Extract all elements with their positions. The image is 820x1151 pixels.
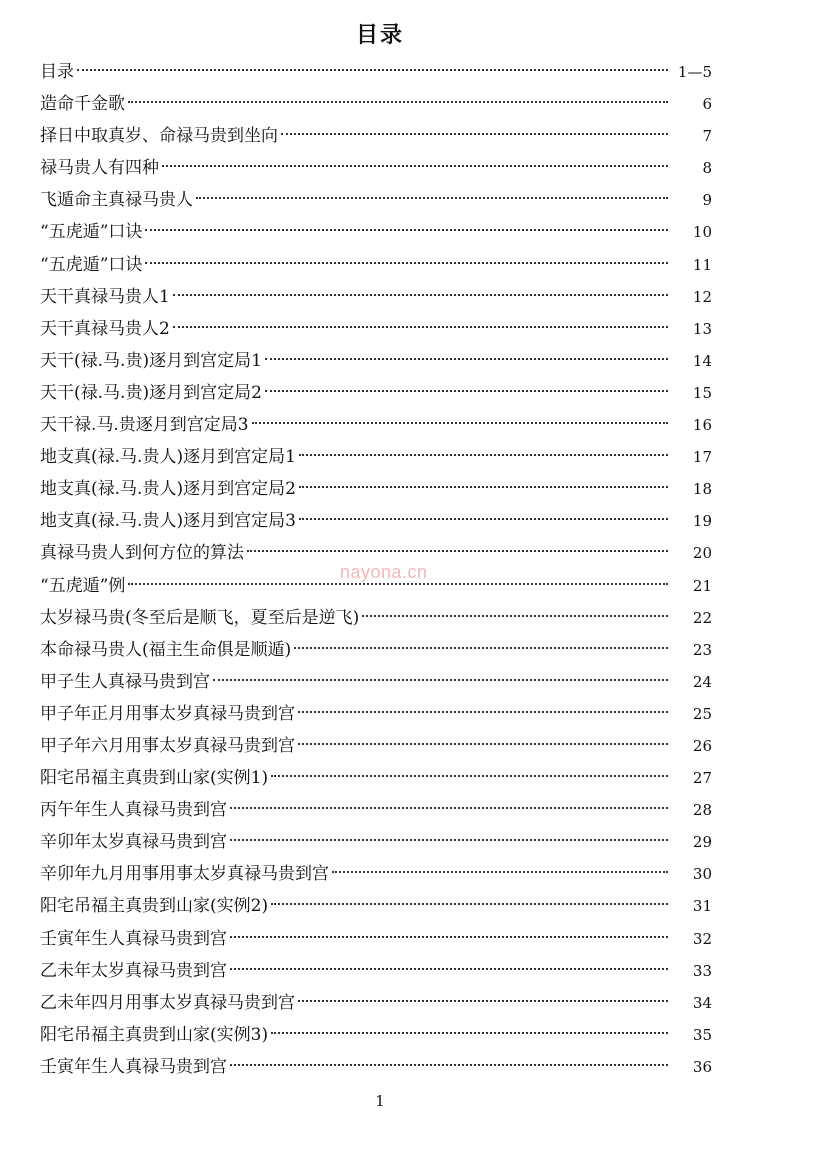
dot-leader	[162, 165, 668, 167]
dot-leader	[298, 1000, 668, 1002]
dot-leader	[247, 550, 668, 552]
toc-entry	[40, 1019, 712, 1051]
toc-entry	[40, 409, 712, 441]
toc-entry-page: 23	[692, 640, 712, 659]
toc-entry-page: 36	[692, 1057, 712, 1076]
toc-entry	[40, 666, 712, 698]
dot-leader	[77, 69, 668, 71]
toc-entry-page: 16	[692, 416, 712, 435]
toc-entry-title: 飞遁命主真禄马贵人	[40, 190, 193, 211]
toc-entry-title: 天干(禄.马.贵)逐月到宫定局1	[40, 350, 262, 371]
toc-entry-title: 阳宅吊福主真贵到山家(实例3)	[40, 1024, 269, 1045]
toc-entry-title: “五虎遁”例	[40, 575, 126, 596]
toc-entry-page: 24	[692, 672, 712, 691]
toc-entry	[40, 377, 712, 409]
toc-entry-title: 择日中取真岁、命禄马贵到坐向	[40, 126, 278, 147]
dot-leader	[230, 936, 668, 938]
dot-leader	[213, 679, 668, 681]
page-title: 目录	[355, 22, 404, 48]
toc-entry	[40, 281, 712, 313]
toc-entry	[40, 152, 712, 184]
toc-entry	[40, 345, 712, 377]
toc-entry-title: 真禄马贵人到何方位的算法	[40, 543, 244, 564]
toc-entry-title: 丙午年生人真禄马贵到宫	[40, 800, 227, 821]
dot-leader	[145, 229, 668, 231]
toc-entry-title: 阳宅吊福主真贵到山家(实例2)	[40, 896, 269, 917]
toc-entry-page: 14	[692, 351, 712, 370]
watermark-text: nayona.cn	[340, 562, 428, 582]
dot-leader	[299, 486, 668, 488]
toc-entry-page: 21	[692, 576, 712, 595]
dot-leader	[173, 326, 668, 328]
toc-entry-page: 1—5	[677, 63, 712, 81]
toc-entry-title: 禄马贵人有四种	[40, 158, 159, 179]
dot-leader	[281, 133, 668, 135]
dot-leader	[299, 454, 668, 456]
toc-entry-page: 6	[702, 95, 712, 114]
toc-entry	[40, 826, 712, 858]
toc-entry-title: 本命禄马贵人(福主生命俱是顺遁)	[40, 639, 292, 660]
toc-entry-title: 辛卯年九月用事用事太岁真禄马贵到宫	[40, 864, 329, 885]
toc-entry-page: 7	[702, 127, 712, 146]
toc-entry-page: 9	[702, 191, 712, 210]
toc-entry-page: 28	[692, 801, 712, 820]
dot-leader	[145, 262, 668, 264]
toc-entry-page: 30	[692, 865, 712, 884]
page-number: 1	[375, 1092, 385, 1110]
toc-entry-page: 34	[692, 993, 712, 1012]
toc-entry	[40, 955, 712, 987]
toc-entry	[40, 762, 712, 794]
toc-entry-title: 天干真禄马贵人1	[40, 286, 170, 307]
toc-entry-page: 32	[692, 929, 712, 948]
dot-leader	[230, 1064, 668, 1066]
dot-leader	[362, 615, 668, 617]
toc-entry	[40, 216, 712, 248]
toc-entry	[40, 313, 712, 345]
toc-entry	[40, 858, 712, 890]
dot-leader	[271, 775, 668, 777]
toc-entry-title: 地支真(禄.马.贵人)逐月到宫定局1	[40, 447, 296, 468]
toc-entry-page: 26	[692, 736, 712, 755]
toc-entry-title: 乙未年四月用事太岁真禄马贵到宫	[40, 992, 295, 1013]
toc-entry	[40, 890, 712, 922]
toc-entry-title: 壬寅年生人真禄马贵到宫	[40, 1056, 227, 1077]
dot-leader	[298, 711, 668, 713]
toc-entry-page: 10	[692, 223, 712, 242]
toc-entry-page: 33	[692, 961, 712, 980]
dot-leader	[298, 743, 668, 745]
dot-leader	[252, 422, 668, 424]
toc-entry-page: 18	[692, 480, 712, 499]
dot-leader	[271, 1032, 668, 1034]
dot-leader	[265, 358, 668, 360]
toc-entry-page: 15	[692, 383, 712, 402]
toc-entry-page: 22	[692, 608, 712, 627]
toc-entry-title: 造命千金歌	[40, 94, 125, 115]
toc-entry-title: 辛卯年太岁真禄马贵到宫	[40, 832, 227, 853]
toc-entry	[40, 634, 712, 666]
toc-entry-page: 29	[692, 833, 712, 852]
toc-entry	[40, 794, 712, 826]
toc-entry-page: 20	[692, 544, 712, 563]
toc-entry	[40, 505, 712, 537]
toc-entry	[40, 249, 712, 281]
toc-entry-title: 目录	[40, 62, 74, 82]
toc-entry-title: 壬寅年生人真禄马贵到宫	[40, 928, 227, 949]
toc-entry-title: 地支真(禄.马.贵人)逐月到宫定局2	[40, 479, 296, 500]
toc-entry-page: 27	[692, 769, 712, 788]
toc-entry-title: 天干真禄马贵人2	[40, 318, 170, 339]
toc-entry	[40, 88, 712, 120]
dot-leader	[271, 903, 668, 905]
dot-leader	[128, 101, 668, 103]
toc-entry	[40, 698, 712, 730]
dot-leader	[299, 518, 668, 520]
toc-entry-title: 甲子年六月用事太岁真禄马贵到宫	[40, 735, 295, 756]
toc-entry-title: 甲子年正月用事太岁真禄马贵到宫	[40, 703, 295, 724]
toc-entry-page: 35	[692, 1025, 712, 1044]
toc-entry-title: “五虎遁”口诀	[40, 222, 143, 243]
toc-entry-title: 天干禄.马.贵逐月到宫定局3	[40, 415, 249, 436]
toc-entry-page: 31	[692, 897, 712, 916]
toc-entry-title: “五虎遁”口诀	[40, 254, 143, 275]
toc-entry-page: 17	[692, 448, 712, 467]
dot-leader	[332, 871, 668, 873]
toc-entry-title: 阳宅吊福主真贵到山家(实例1)	[40, 768, 269, 789]
toc-entry	[40, 987, 712, 1019]
dot-leader	[265, 390, 668, 392]
toc-entry-page: 12	[692, 287, 712, 306]
dot-leader	[294, 647, 668, 649]
dot-leader	[173, 294, 668, 296]
toc-entry-page: 25	[692, 704, 712, 723]
toc-entry	[40, 923, 712, 955]
toc-entry	[40, 56, 712, 88]
toc-entry	[40, 184, 712, 216]
dot-leader	[230, 968, 668, 970]
toc-entry	[40, 120, 712, 152]
toc-entry-page: 8	[702, 159, 712, 178]
toc-entry	[40, 473, 712, 505]
dot-leader	[230, 807, 668, 809]
dot-leader	[230, 839, 668, 841]
toc-entry	[40, 441, 712, 473]
dot-leader	[196, 197, 668, 199]
toc-entry	[40, 602, 712, 634]
toc-entry-title: 天干(禄.马.贵)逐月到宫定局2	[40, 382, 262, 403]
toc-entry	[40, 730, 712, 762]
toc-entry	[40, 1051, 712, 1083]
toc-entry-page: 13	[692, 319, 712, 338]
toc-entry-title: 太岁禄马贵(冬至后是顺飞，夏至后是逆飞)	[40, 607, 360, 628]
toc-entry-title: 乙未年太岁真禄马贵到宫	[40, 960, 227, 981]
toc-entry-title: 甲子生人真禄马贵到宫	[40, 671, 210, 692]
toc-entry-page: 11	[692, 255, 712, 274]
toc-entry-title: 地支真(禄.马.贵人)逐月到宫定局3	[40, 511, 296, 532]
toc-entry-page: 19	[692, 512, 712, 531]
